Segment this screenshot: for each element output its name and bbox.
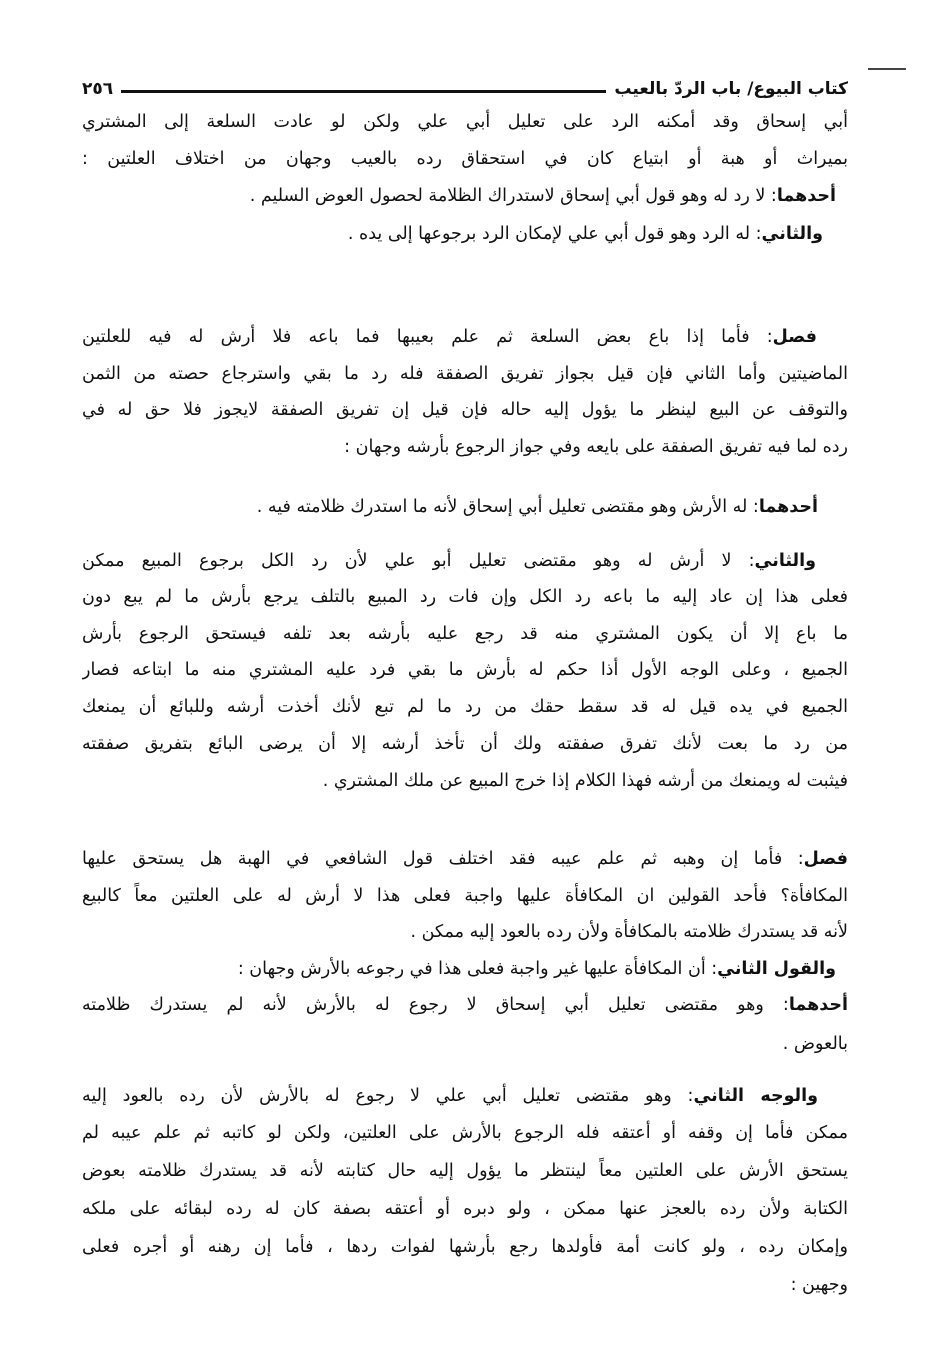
text-line	[82, 918, 848, 946]
line-text: أبي إسحاق وقد أمكنه الرد على تعليل أبي علي ولكن لو عادت السلعة إلى المشتري	[82, 112, 848, 132]
text-line	[82, 108, 848, 136]
line-text: بالعوض .	[782, 1034, 848, 1054]
bold-lead-term: والثاني	[761, 224, 823, 244]
line-text: : وهو مقتضى تعليل أبي إسحاق لا رجوع له بالأرش لأنه لم يستدرك ظلامته	[82, 995, 789, 1015]
line-text: المكافأة؟ فأحد القولين ان المكافأة عليها واجبة فعلى هذا لا أرش له على العلتين معاً كالبيع	[82, 886, 848, 906]
line-text: الجميع ، وعلى الوجه الأول أذا حكم له بأرش ما بقي فرد عليه المشتري منه ما ابتاعه فصار	[82, 660, 848, 680]
line-text: وإمكان رده ، ولو كانت أمة فأولدها رجع بأرشها لفوات ردها ، فأما إن رهنه أو أجره فعلى	[82, 1237, 848, 1257]
line-text: : له الأرش وهو مقتضى تعليل أبي إسحاق لأنه ما استدرك ظلامته فيه .	[256, 497, 759, 517]
line-text: : فأما إن وهبه ثم علم عيبه فقد اختلف قول الشافعي في الهبة هل يستحق عليها	[82, 849, 804, 869]
text-line	[82, 360, 848, 388]
text-line	[82, 1082, 818, 1110]
line-text: الكتابة ولأن رده بالعجز عنها ممكن ، ولو دبره أو أعتقه بصفة كان له رده لبقائه على ملكه	[82, 1199, 848, 1219]
text-line	[82, 620, 848, 648]
text-line	[82, 656, 848, 684]
line-text: الماضيتين وأما الثاني فإن قيل بجواز تفريق الصفقة فله رد ما بقي واسترجاع حصته من الثمن	[82, 364, 848, 384]
page-number: ٢٥٦	[82, 79, 114, 99]
text-line	[82, 845, 848, 873]
text-line	[82, 693, 848, 721]
header-rule	[121, 90, 606, 93]
line-text: فعلى هذا إن عاد إليه ما باعه رد الكل وإن فات رد المبيع بالتلف يرجع بأرش ما لم يبع دون	[82, 587, 848, 607]
running-header	[82, 74, 848, 104]
text-line	[82, 396, 848, 424]
line-text: وجهين :	[790, 1275, 848, 1295]
text-line	[82, 1030, 848, 1058]
bold-lead-term: والوجه الثاني	[693, 1086, 818, 1106]
line-text: : له الرد وهو قول أبي علي لإمكان الرد برجوعها إلى يده .	[347, 224, 762, 244]
line-text: بميراث أو هبة أو ابتياع كان في استحقاق رده بالعيب وجهان من اختلاف العلتين :	[82, 149, 848, 169]
bold-lead-term: فصل	[803, 849, 848, 869]
text-line	[82, 1233, 848, 1261]
text-line	[82, 220, 823, 248]
text-line	[82, 1195, 848, 1223]
line-text: : أن المكافأة عليها غير واجبة فعلى هذا في رجوعه بالأرش وجهان :	[237, 959, 718, 979]
line-text: : لا رد له وهو قول أبي إسحاق لاستدراك الظلامة لحصول العوض السليم .	[249, 186, 777, 206]
text-line	[82, 145, 848, 173]
bold-lead-term: والثاني	[754, 551, 816, 571]
text-line	[82, 955, 836, 983]
bold-lead-term: أحدهما	[788, 995, 848, 1015]
line-text: : فأما إذا باع بعض السلعة ثم علم بعيبها فما باعه فلا أرش له فيه للعلتين	[82, 327, 773, 347]
text-line	[82, 547, 816, 575]
text-line	[82, 182, 836, 210]
bold-lead-term: فصل	[772, 327, 817, 347]
line-text: والتوقف عن البيع لينظر ما يؤول إليه حاله فإن قيل إن تفريق الصفقة لايجوز فلا حق له في	[82, 400, 848, 420]
text-line	[82, 767, 848, 795]
text-line	[82, 493, 818, 521]
line-text: يستحق الأرش على العلتين معاً لينتظر ما يؤول إليه حال كتابته لأنه قد يستدرك ظلامته بعوض	[82, 1161, 848, 1181]
text-line	[82, 882, 848, 910]
line-text: الجميع في يده قيل له قد سقط حقك من رد ما لم تبع لأنك أخذت أرشه وللبائع أن يمنعك	[82, 697, 848, 717]
bold-lead-term: أحدهما	[776, 186, 836, 206]
line-text: ممكن فأما إن وقفه أو أعتقه فله الرجوع بالأرش على العلتين، ولكن لو كاتبه ثم علم عيبه لم	[82, 1123, 848, 1143]
text-line	[82, 1119, 848, 1147]
bold-lead-term: أحدهما	[758, 497, 818, 517]
text-line	[82, 991, 848, 1019]
line-text: : وهو مقتضى تعليل أبي علي لا رجوع له بالأرش لأن رده بالعود إليه	[82, 1086, 694, 1106]
page-corner-mark	[868, 68, 906, 70]
text-line	[82, 730, 848, 758]
bold-lead-term: والقول الثاني	[717, 959, 836, 979]
text-line	[82, 1157, 848, 1185]
line-text: فيثبت له ويمنعك من أرشه فهذا الكلام إذا خرج المبيع عن ملك المشتري .	[322, 771, 848, 791]
line-text: لأنه قد يستدرك ظلامته بالمكافأة ولأن رده بالعود إليه ممكن .	[410, 922, 848, 942]
running-title: كتاب البيوع/ باب الردّ بالعيب	[614, 79, 848, 99]
line-text: رده لما فيه تفريق الصفقة على بايعه وفي جواز الرجوع بأرشه وجهان :	[344, 437, 848, 457]
line-text: ما باع إلا أن يكون المشتري منه قد رجع عليه بأرشه بعد تلفه فيستحق الرجوع بأرش	[82, 624, 848, 644]
text-line	[82, 323, 817, 351]
text-line	[82, 1271, 848, 1299]
line-text: من رد ما بعت لأنك تفرق صفقته ولك أن تأخذ أرشه إلا أن يرضى البائع بتفريق صفقته	[82, 734, 848, 754]
text-line	[82, 583, 848, 611]
line-text: : لا أرش له وهو مقتضى تعليل أبو علي لأن رد الكل برجوع المبيع ممكن	[82, 551, 755, 571]
text-line	[82, 433, 848, 461]
